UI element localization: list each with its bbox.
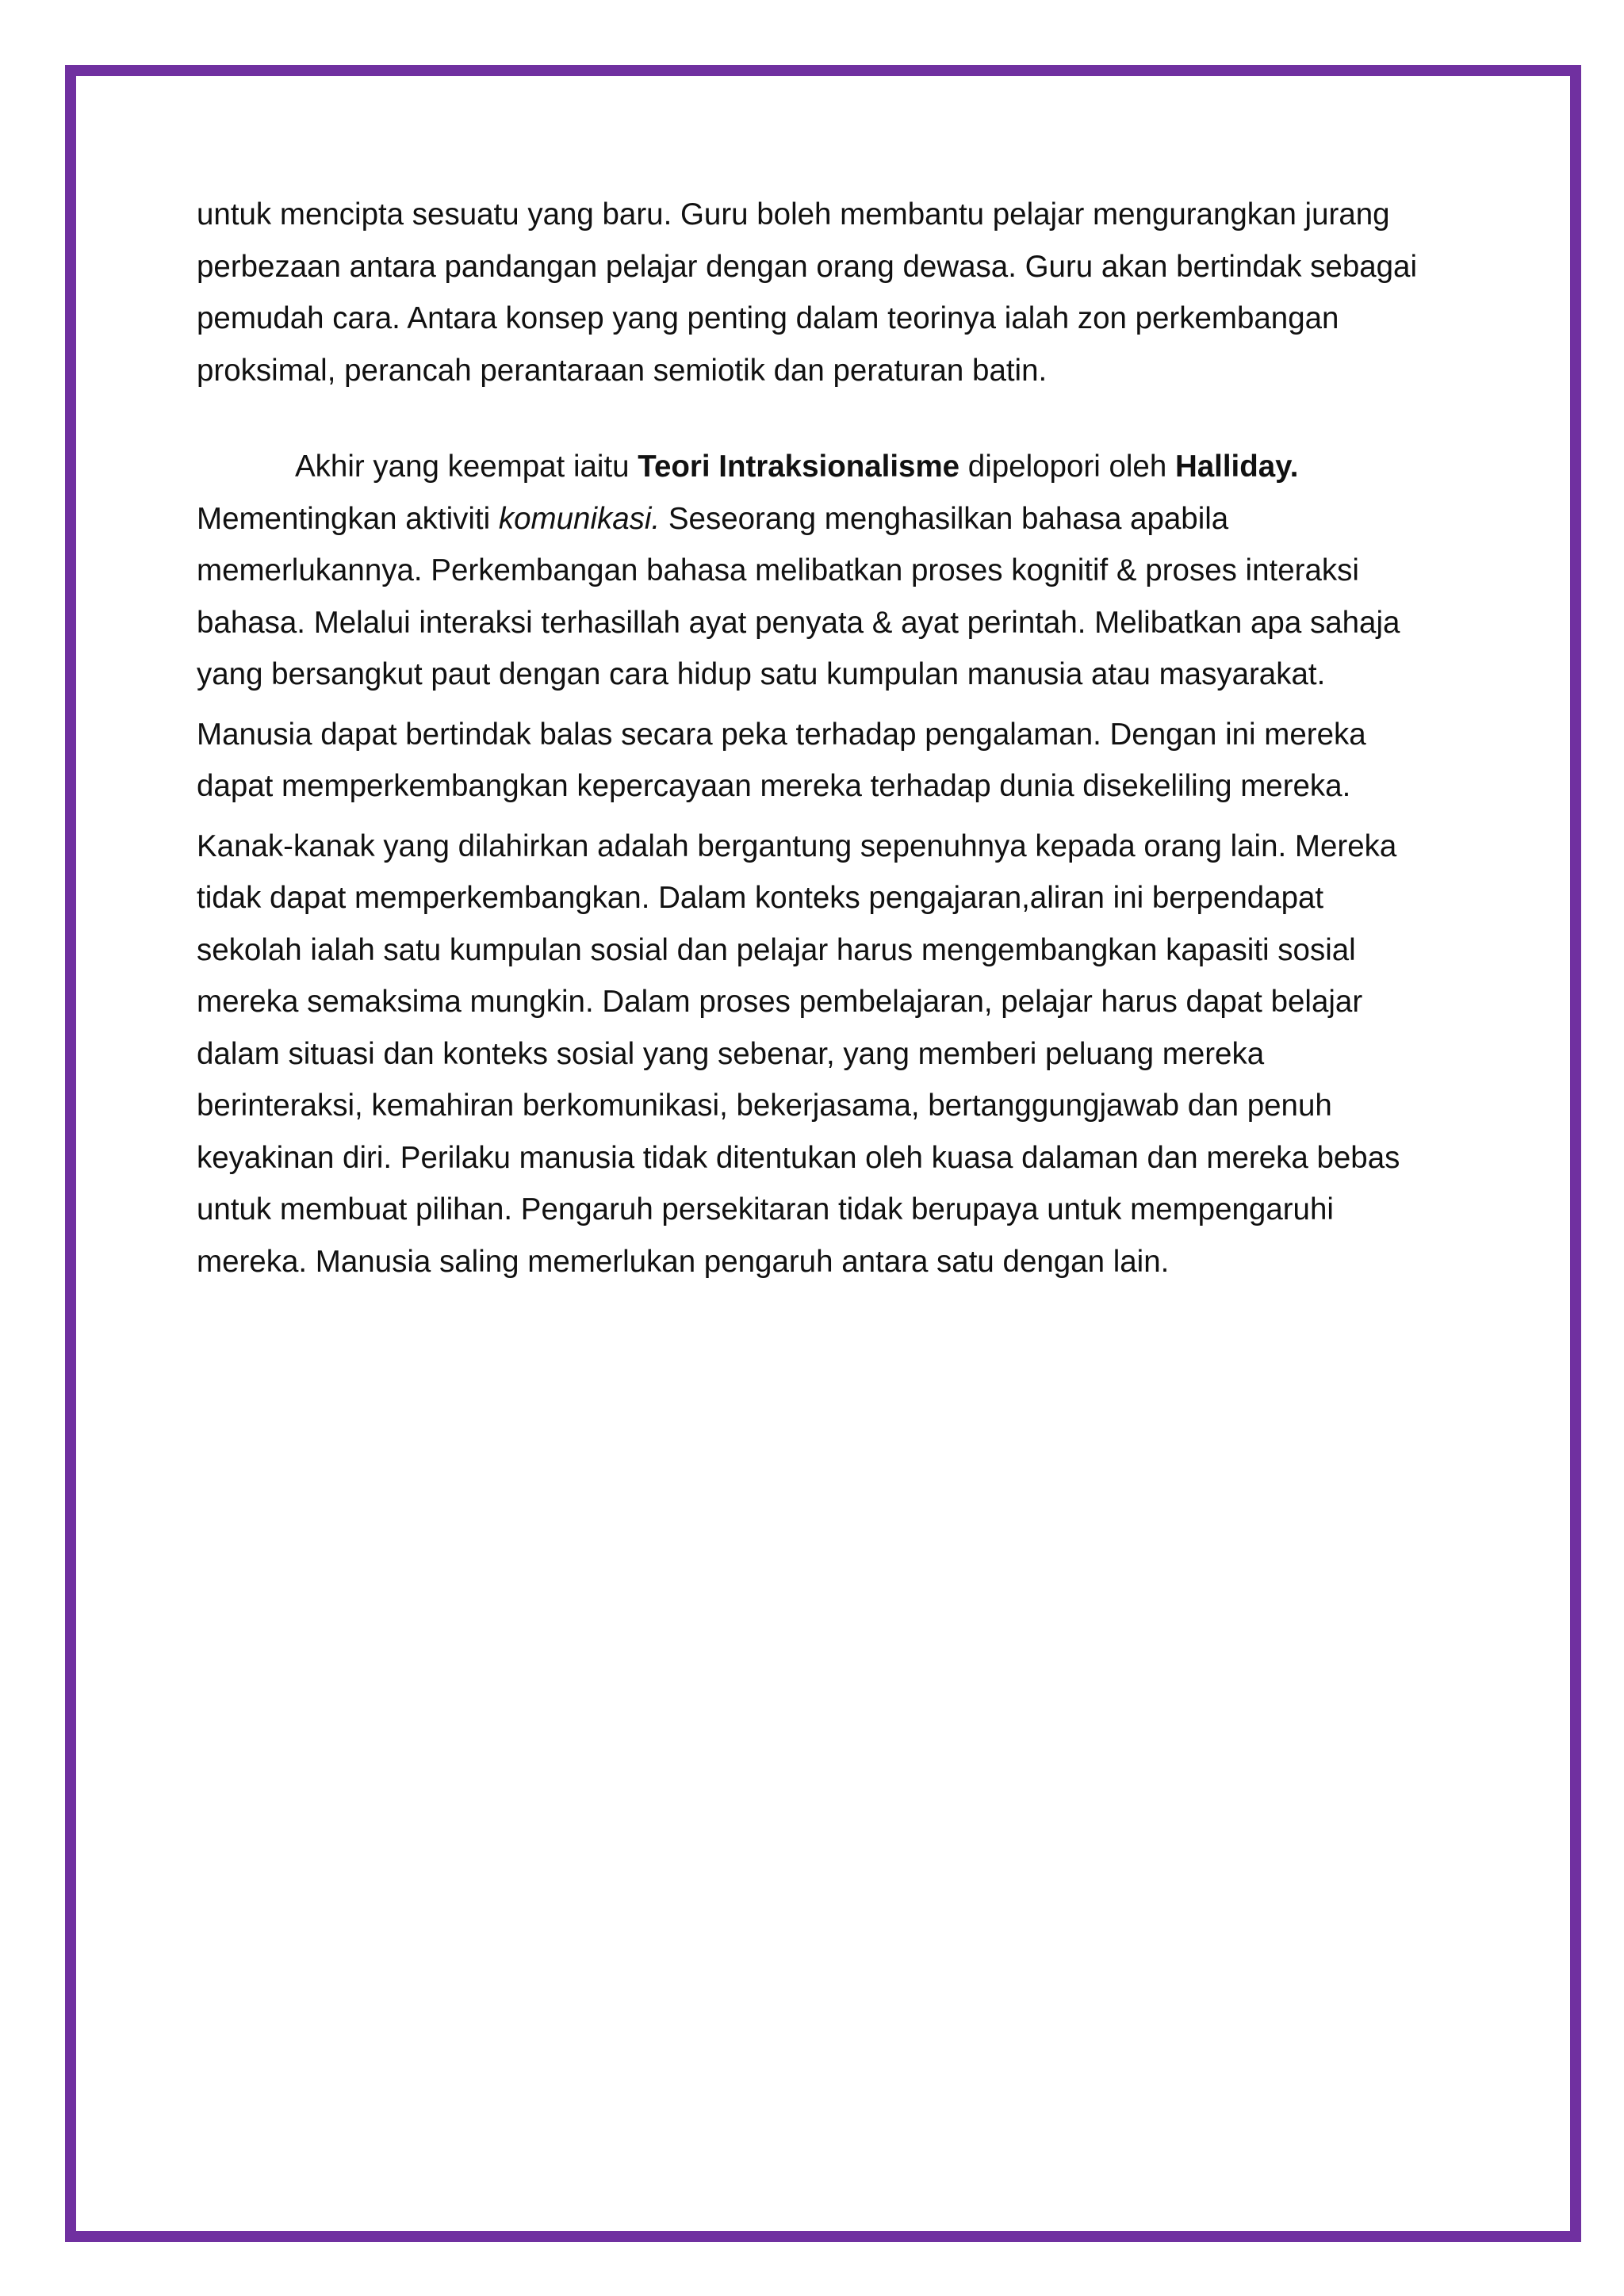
paragraph-2-text-2: dipelopori oleh — [959, 450, 1175, 484]
document-body — [197, 189, 1434, 1288]
paragraph-3: Manusia dapat bertindak balas secara peka terhadap pengalaman. Dengan ini mereka dapat memperkembangkan kepercayaan mereka terhadap dunia disekeliling mereka. — [197, 717, 1366, 803]
paragraph-2-text-3: Mementingkan aktiviti — [197, 501, 499, 536]
paragraph-2-text-4: Seseorang menghasilkan bahasa apabila memerlukannya. Perkembangan bahasa melibatkan proses kognitif & proses interaksi bahasa. Melalui interaksi terhasillah ayat penyata & ayat perintah. Melibatkan apa sahaja yang bersangkut paut dengan cara hidup satu kumpulan manusia atau masyarakat. — [197, 501, 1400, 691]
emphasis-term: komunikasi. — [498, 501, 661, 536]
paragraph-4: Kanak-kanak yang dilahirkan adalah bergantung sepenuhnya kepada orang lain. Mereka tidak dapat memperkembangkan. Dalam konteks pengajaran,aliran ini berpendapat sekolah ialah satu kumpulan sosial dan pelajar harus mengembangkan kapasiti sosial mereka semaksima mungkin. Dalam proses pembelajaran, pelajar harus dapat belajar dalam situasi dan konteks sosial yang sebenar, yang memberi peluang mereka berinteraksi, kemahiran berkomunikasi, bekerjasama, bertanggungjawab dan penuh keyakinan diri. Perilaku manusia tidak ditentukan oleh kuasa dalaman dan mereka bebas untuk membuat pilihan. Pengaruh persekitaran tidak berupaya untuk mempengaruhi mereka. Manusia saling memerlukan pengaruh antara satu dengan lain. — [197, 828, 1400, 1279]
theory-name: Teori Intraksionalisme — [638, 450, 960, 484]
author-name: Halliday. — [1174, 450, 1299, 484]
paragraph-2 — [197, 441, 1434, 701]
paragraph-2-text-1: Akhir yang keempat iaitu — [295, 450, 638, 484]
paragraph-1: untuk mencipta sesuatu yang baru. Guru boleh membantu pelajar mengurangkan jurang perbezaan antara pandangan pelajar dengan orang dewasa. Guru akan bertindak sebagai pemudah cara. Antara konsep yang penting dalam teorinya ialah zon perkembangan proksimal, perancah perantaraan semiotik dan peraturan batin. — [197, 197, 1418, 388]
